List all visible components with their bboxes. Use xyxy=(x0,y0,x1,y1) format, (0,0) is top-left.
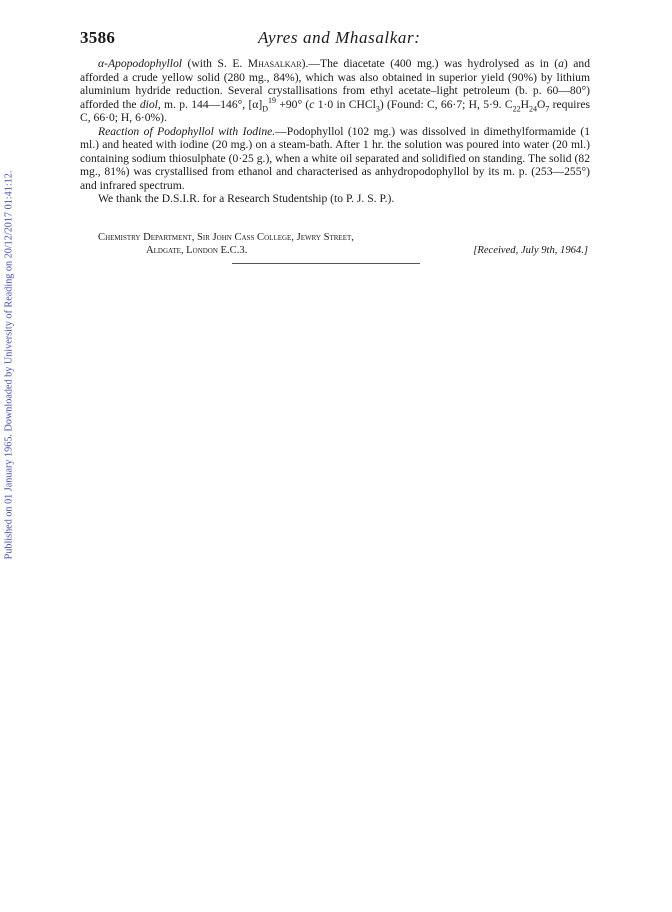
received-label: [Received, xyxy=(473,244,521,256)
text-run: ) (Found: C, 66·7; H, 5·9. C xyxy=(379,97,513,111)
address-line xyxy=(80,245,600,258)
body-text xyxy=(80,57,590,206)
subscript: 7 xyxy=(545,103,550,113)
text-run: ) and afforded a crude yellow solid (280 mg., 84%), which was also obtained in superior yield (90%) by lithium aluminium hydride reduction. Several crystallisations from ethyl acetate–light petroleum (b. p. 60—80°) afforded the xyxy=(80,57,591,111)
text-run: H xyxy=(520,97,529,111)
running-head: Ayres and Mhasalkar: xyxy=(258,28,421,47)
text-run: +90° ( xyxy=(276,97,310,111)
subscript: 24 xyxy=(528,103,537,113)
text-run: requires C, 66·0; H, 6·0%). xyxy=(80,97,590,124)
superscript: 19 xyxy=(268,95,277,105)
text-run: —Podophyllol (102 mg.) was dissolved in dimethylformamide (1 ml.) and heated with iodine (20 mg.) on a steam-bath. After 1 hr. the solution was poured into water (20 ml.) containing sodium thiosulphate (0·25 g.), when a white oil separated and solidified on standing. The solid (82 mg., 81%) was crystallised from ethanol and characterised as anhydropodophyllol by its m. p. (253—255°) and infrared spectrum. xyxy=(80,124,590,192)
text-run: a xyxy=(558,57,564,70)
section-heading: Reaction of Podophyllol with Iodine. xyxy=(98,124,276,138)
text-run: O xyxy=(536,97,546,111)
text-run: 1·0 in CHCl xyxy=(314,97,376,111)
affiliation-block xyxy=(80,232,600,257)
city-line: Aldgate, London E.C.3. xyxy=(146,244,248,256)
compound-name: α-Apopodophyllol xyxy=(98,57,183,70)
received-date xyxy=(473,245,600,258)
subscript: 3 xyxy=(375,103,380,113)
text-run: c xyxy=(309,97,315,111)
subscript: D xyxy=(262,103,269,113)
text-run: ).—The diacetate (400 mg.) was hydrolysed as in ( xyxy=(301,57,559,70)
text-run: diol xyxy=(139,97,158,111)
published-download-note: Published on 01 January 1965. Downloaded by University of Reading on 20/12/2017 01:41:12. xyxy=(3,170,15,560)
received-date-value: July 9th, 1964.] xyxy=(520,244,588,256)
text-run: , m. p. 144—146°, [α] xyxy=(157,97,263,111)
paragraph-iodine-reaction xyxy=(80,125,590,193)
text-run: (with S. E. xyxy=(182,57,248,70)
acknowledgement: We thank the D.S.I.R. for a Research Studentship (to P. J. S. P.). xyxy=(98,192,395,205)
paragraph-apopodophyllol xyxy=(80,57,590,125)
end-rule xyxy=(232,263,420,264)
department-line: Chemistry Department, Sir John Cass College, Jewry Street, xyxy=(98,232,354,243)
subscript: 22 xyxy=(512,103,521,113)
coauthor-name: Mhasalkar xyxy=(247,57,302,70)
page-number: 3586 xyxy=(80,28,116,47)
side-watermark xyxy=(2,150,16,580)
